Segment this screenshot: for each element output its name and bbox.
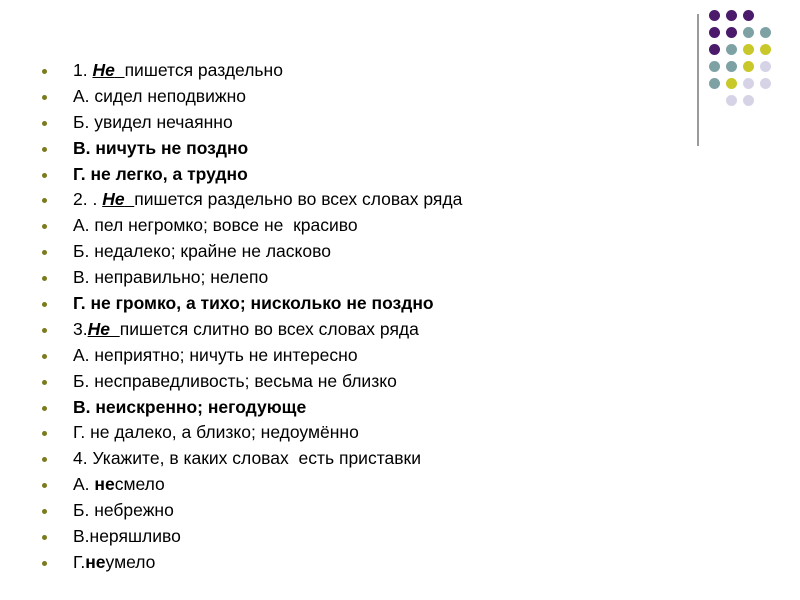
text-run: Г. не легко, а трудно [73,163,248,184]
text-run: А. [73,474,95,495]
text-run: пишется раздельно [124,60,283,80]
list-item [0,498,462,524]
text-run: Б. недалеко; крайне не ласково [73,241,331,262]
text-run: Не [102,189,125,210]
list-item [0,550,462,576]
list-item [0,265,462,291]
text-run: 1. [73,60,93,80]
text-run: Не [92,60,115,80]
list-item [0,369,462,395]
list-item [0,213,462,239]
decorative-dot [726,78,737,89]
decorative-dot [709,27,720,38]
decorative-dot [743,95,754,106]
list-item [0,524,462,550]
list-item [0,84,462,110]
list-item [0,446,462,472]
text-run: В. неправильно; нелепо [73,267,269,288]
text-run: не [85,551,106,572]
text-run [110,319,120,339]
text-run: В.неряшливо [73,526,181,547]
text-run: пишется раздельно во всех словах ряда [134,189,463,210]
decorative-dot [709,78,720,89]
list-item [0,110,462,136]
list-item [0,239,462,265]
decorative-dot [726,61,737,72]
decorative-divider-line [697,14,699,146]
text-run: Г. не громко, а тихо; нисколько не поздно [73,293,434,314]
text-run: А. сидел неподвижно [73,85,246,106]
decorative-dot [709,10,720,21]
decorative-dot-grid [709,10,779,130]
list-item [0,317,462,343]
decorative-dot [743,27,754,38]
text-run: Г. не далеко, а близко; недоумённо [73,422,359,443]
text-run: Не [87,318,110,339]
text-run: 3. [73,318,88,339]
text-run: не [94,474,115,495]
decorative-dot [760,44,771,55]
decorative-dot [726,10,737,21]
text-run: 4. Укажите, в каких словах есть приставки [73,448,421,469]
decorative-dot [743,78,754,89]
list-item [0,395,462,421]
text-run: Б. увидел нечаянно [73,111,233,132]
text-run: смело [114,474,165,495]
text-run: умело [105,551,156,572]
decorative-dot [726,44,737,55]
decorative-dot [743,10,754,21]
list-item [0,291,462,317]
decorative-dot [726,27,737,38]
decorative-dot [760,61,771,72]
text-run: В. неискренно; негодующе [73,396,307,417]
decorative-dot [709,61,720,72]
list-item [0,420,462,446]
text-run: В. ничуть не поздно [73,137,249,158]
decorative-dot [709,44,720,55]
text-run: Г. [73,551,86,572]
decorative-dot [760,78,771,89]
text-run: А. пел негромко; вовсе не красиво [73,215,358,236]
list-item [0,58,462,84]
text-run [115,60,125,80]
text-run: 2. . [73,189,103,210]
bullet-list [0,58,462,576]
text-run: Б. небрежно [73,500,174,521]
decorative-dot [743,61,754,72]
list-item [0,162,462,188]
list-item [0,472,462,498]
decorative-dot [743,44,754,55]
list-item [0,343,462,369]
text-run: А. неприятно; ничуть не интересно [73,344,358,365]
text-run [125,189,135,209]
decorative-dot [760,27,771,38]
list-item [0,187,462,213]
decorative-dot [726,95,737,106]
text-run: пишется слитно во всех словах ряда [119,318,419,339]
list-item [0,136,462,162]
text-run: Б. несправедливость; весьма не близко [73,370,397,391]
